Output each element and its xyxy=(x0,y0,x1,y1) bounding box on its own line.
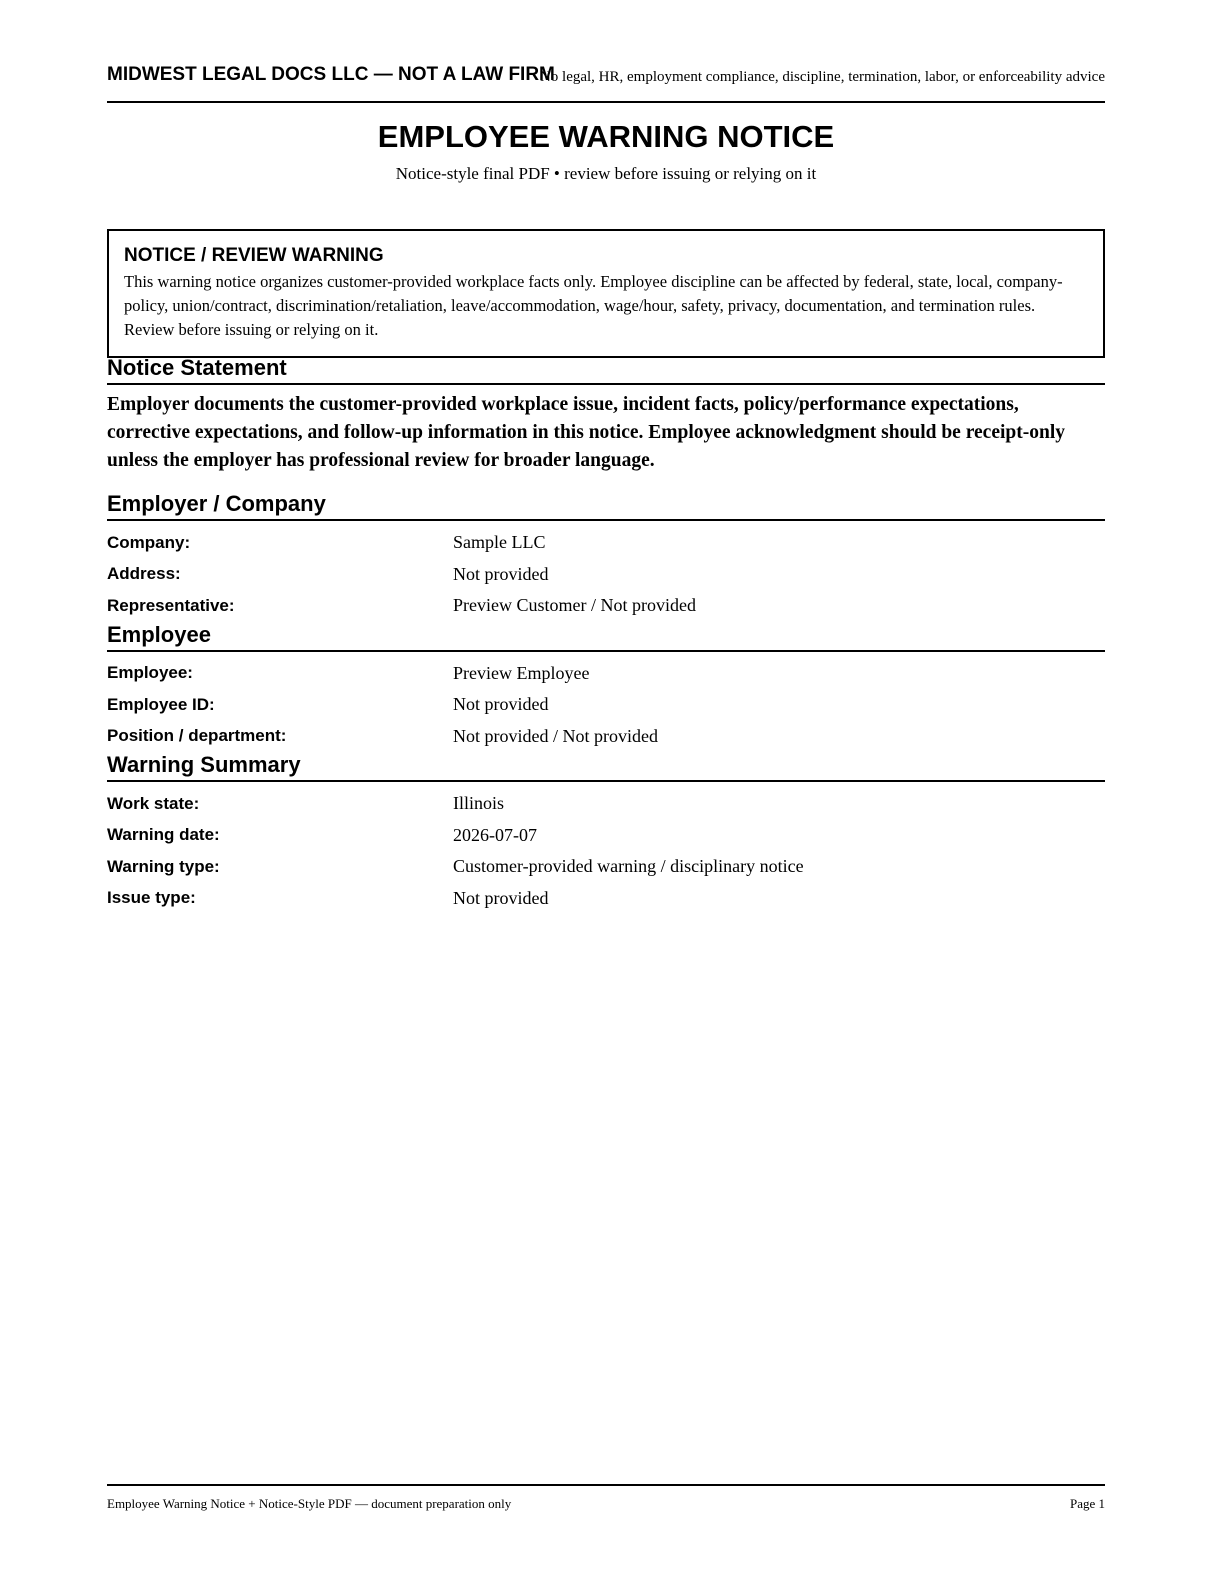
field-value: Not provided xyxy=(453,563,549,584)
field-value: Illinois xyxy=(453,793,505,814)
section-heading-employee: Employee xyxy=(107,622,1105,652)
field-label: Work state: xyxy=(107,793,200,813)
field-row-representative xyxy=(107,590,1105,622)
employer-fields xyxy=(107,527,1105,622)
field-label: Company: xyxy=(107,532,191,552)
field-row-work-state xyxy=(107,788,1105,820)
field-value: Customer-provided warning / disciplinary notice xyxy=(453,856,804,877)
footer-divider xyxy=(107,1484,1105,1486)
field-label: Employee: xyxy=(107,663,193,683)
field-label: Address: xyxy=(107,564,181,584)
field-row-employee-id xyxy=(107,689,1105,721)
review-warning-box xyxy=(107,229,1105,358)
field-row-position-department xyxy=(107,721,1105,753)
field-value: Not provided xyxy=(453,887,549,908)
field-value: Not provided / Not provided xyxy=(453,725,658,746)
footer-page-number: Page 1 xyxy=(1069,1496,1105,1511)
field-label: Warning type: xyxy=(107,856,220,876)
field-row-employee xyxy=(107,658,1105,690)
review-warning-text: This warning notice organizes customer-provided workplace facts only. Employee discipline can be affected by federal, state, local, company-policy, union/contract, discrimination/retaliation, leave/accommodation, wage/hour, safety, privacy, documentation, and termination rules. Review before issuing or relying on it. xyxy=(124,272,1063,339)
section-heading-employer: Employer / Company xyxy=(107,491,1105,521)
notice-statement-text: Employer documents the customer-provided workplace issue, incident facts, policy/performance expectations, corrective expectations, and follow-up information in this notice. Employee acknowledgment should be receipt-only unless the employer has professional review for broader language. xyxy=(107,394,1065,471)
field-value: Not provided xyxy=(453,694,549,715)
document-body xyxy=(107,355,1105,914)
document-subtitle: Notice-style final PDF • review before issuing or relying on it xyxy=(395,164,817,183)
field-row-issue-type xyxy=(107,883,1105,915)
field-label: Employee ID: xyxy=(107,694,215,714)
warning-summary-fields xyxy=(107,788,1105,914)
field-label: Representative: xyxy=(107,595,235,615)
employee-fields xyxy=(107,658,1105,753)
section-heading-warning-summary: Warning Summary xyxy=(107,752,1105,782)
field-label: Issue type: xyxy=(107,888,196,908)
field-row-company xyxy=(107,527,1105,559)
header-divider xyxy=(107,101,1105,103)
field-value: Preview Customer / Not provided xyxy=(453,595,696,616)
field-row-warning-date xyxy=(107,820,1105,852)
review-warning-title: NOTICE / REVIEW WARNING xyxy=(124,245,384,266)
field-row-warning-type xyxy=(107,851,1105,883)
field-label: Warning date: xyxy=(107,825,220,845)
footer-document-label: Employee Warning Notice + Notice-Style PDF — document preparation only xyxy=(107,1496,512,1511)
header-firm-name: MIDWEST LEGAL DOCS LLC — NOT A LAW FIRM xyxy=(107,64,555,85)
field-value: 2026-07-07 xyxy=(453,824,537,845)
header-disclaimer: No legal, HR, employment compliance, discipline, termination, labor, or enforceability advice xyxy=(539,69,1105,85)
field-value: Sample LLC xyxy=(453,532,546,553)
section-heading-notice-statement: Notice Statement xyxy=(107,355,1105,385)
field-label: Position / department: xyxy=(107,726,287,746)
field-value: Preview Employee xyxy=(453,662,590,683)
document-title: EMPLOYEE WARNING NOTICE xyxy=(377,119,835,154)
field-row-address xyxy=(107,559,1105,591)
